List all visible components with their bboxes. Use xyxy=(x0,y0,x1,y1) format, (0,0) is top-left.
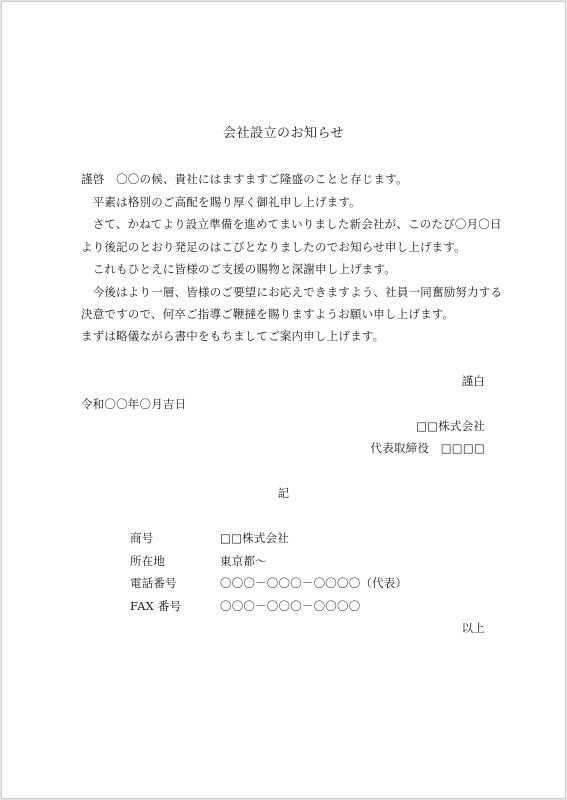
document-title: 会社設立のお知らせ xyxy=(222,126,345,141)
detail-label-trade-name: 商号 xyxy=(130,531,154,545)
body-line-1: 謹啓 〇〇の候、貴社にはますますご隆盛のことと存じます。 xyxy=(81,172,408,186)
detail-value-phone: 〇〇〇－〇〇〇－〇〇〇〇（代表） xyxy=(220,576,408,590)
detail-value-address: 東京都〜 xyxy=(220,554,267,568)
body-line-3: さて、かねてより設立準備を進めてまいりました新会社が、このたび〇月〇日 xyxy=(81,217,502,231)
document-page xyxy=(1,1,566,799)
end-mark: 以上 xyxy=(461,621,485,635)
sender-company: □□株式会社 xyxy=(416,419,485,433)
body-line-7: 決意ですので、何卒ご指導ご鞭撻を賜りますようお願い申し上げます。 xyxy=(81,307,455,321)
body-line-8: まずは略儀ながら書中をもちましてご案内申し上げます。 xyxy=(81,329,385,343)
issue-date: 令和〇〇年〇月吉日 xyxy=(81,397,187,411)
detail-label-phone: 電話番号 xyxy=(130,576,177,590)
closing-phrase: 謹白 xyxy=(461,374,485,388)
body-line-5: これもひとえに皆様のご支援の賜物と深謝申し上げます。 xyxy=(81,262,396,276)
body-line-2: 平素は格別のご高配を賜り厚く御礼申し上げます。 xyxy=(81,195,361,209)
ki-heading: 記 xyxy=(277,486,290,500)
detail-value-fax: 〇〇〇－〇〇〇－〇〇〇〇 xyxy=(220,599,361,613)
sender-representative: 代表取締役 □□□□ xyxy=(370,441,485,455)
body-line-6: 今後はより一層、皆様のご要望にお応えできますよう、社員一同奮励努力する xyxy=(81,285,503,299)
detail-label-address: 所在地 xyxy=(130,554,166,568)
detail-value-trade-name: □□株式会社 xyxy=(220,531,289,545)
body-line-4: より後記のとおり発足のはこびとなりましたのでお知らせ申し上げます。 xyxy=(81,240,466,254)
detail-label-fax: FAX 番号 xyxy=(130,599,182,613)
